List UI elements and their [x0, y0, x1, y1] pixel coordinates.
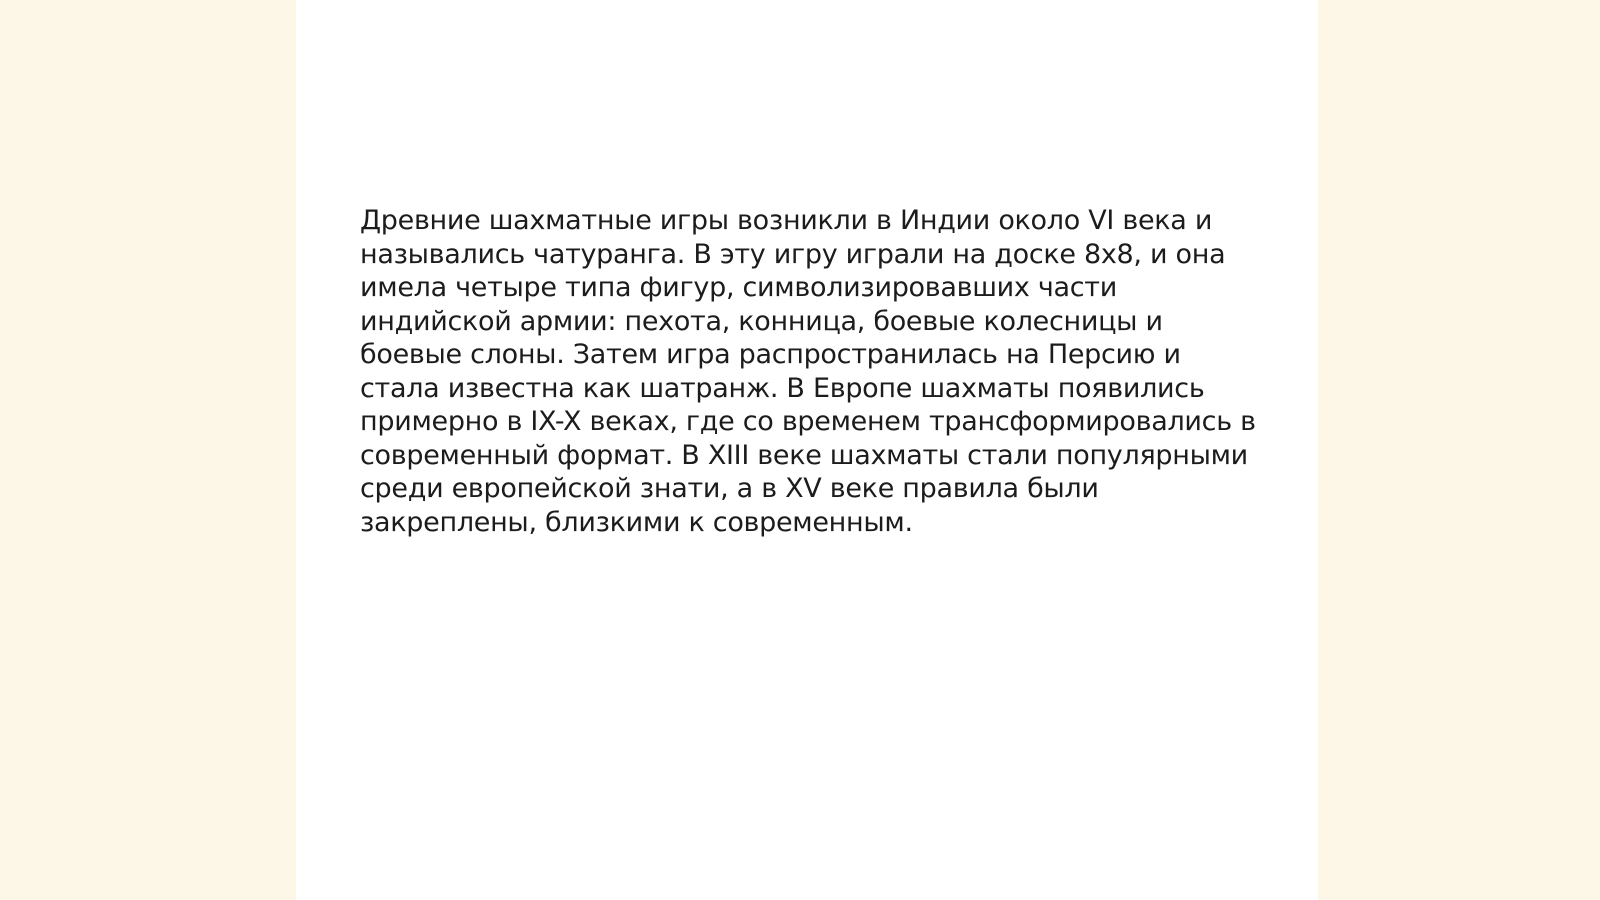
paragraph-line: назывались чатуранга. В эту игру играли на доске 8x8, и она — [360, 238, 1226, 270]
paragraph-line: имела четыре типа фигур, символизировавших части — [360, 272, 1117, 303]
document-page — [296, 0, 1318, 900]
paragraph-line: среди европейской знати, а в XV веке правила были — [360, 473, 1099, 504]
paragraph-line: стала известна как шатранж. В Европе шахматы появились — [360, 372, 1205, 404]
paragraph-line: индийской армии: пехота, конница, боевые колесницы и — [360, 305, 1163, 337]
body-paragraph — [360, 204, 1260, 539]
paragraph-line: современный формат. В XIII веке шахматы стали популярными — [360, 439, 1248, 471]
paragraph-line: примерно в IX-X веках, где со временем трансформировались в — [360, 406, 1256, 437]
paragraph-line: Древние шахматные игры возникли в Индии около VI века и — [360, 205, 1213, 236]
paragraph-line: боевые слоны. Затем игра распространилась на Персию и — [360, 339, 1181, 370]
paragraph-line: закреплены, близкими к современным. — [360, 506, 913, 538]
